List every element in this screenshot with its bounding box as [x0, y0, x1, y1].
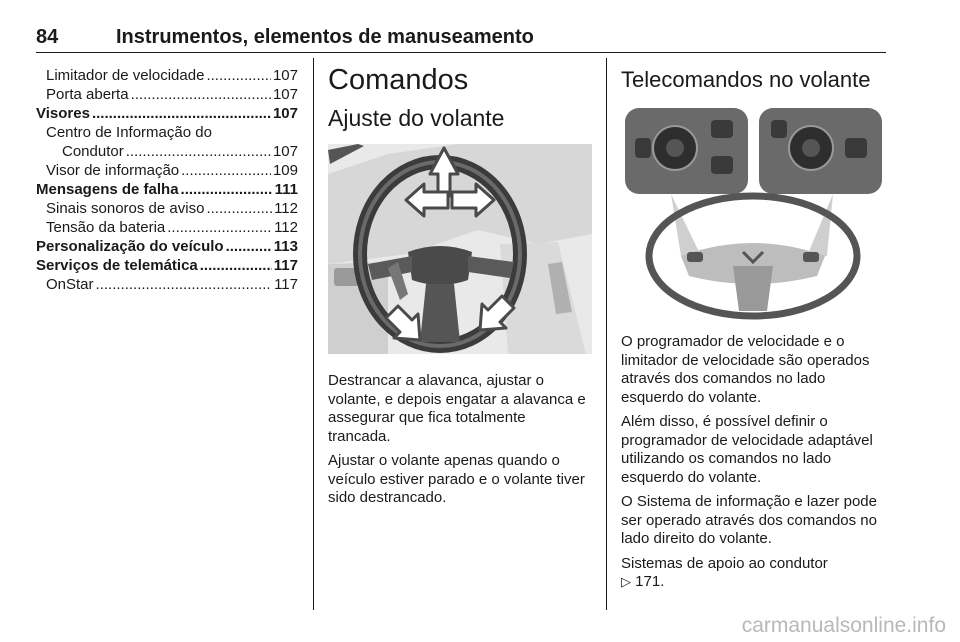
- toc-entry-page: 109: [272, 162, 298, 179]
- toc-leader-dots: [226, 237, 272, 256]
- toc-entry-page: 107: [272, 67, 298, 84]
- page-header: [36, 26, 886, 53]
- toc-entry-page: 117: [273, 257, 298, 274]
- toc-entry[interactable]: [36, 180, 298, 199]
- chapter-title: Instrumentos, elementos de manuseamento: [116, 26, 534, 48]
- section-steering-remote-controls: [621, 62, 886, 599]
- toc-entry-label: Sinais sonoros de aviso: [46, 200, 205, 217]
- toc-entry[interactable]: [36, 123, 298, 142]
- toc-entry-label: Centro de Informação do: [46, 124, 212, 141]
- toc-leader-dots: [206, 199, 272, 218]
- toc-entry-label: Porta aberta: [46, 86, 129, 103]
- toc-entry[interactable]: [36, 104, 298, 123]
- paragraph: O programador de velocidade e o limitador de velocidade são operados através dos comandos no lado esquerdo do volante.: [621, 333, 870, 406]
- steering-wheel-controls-illustration: [621, 106, 886, 321]
- toc-leader-dots: [131, 85, 271, 104]
- toc-entry[interactable]: [36, 256, 298, 275]
- section-title: Comandos: [328, 64, 469, 96]
- toc-entry[interactable]: [36, 85, 298, 104]
- paragraph: Além disso, é possível definir o programador de velocidade adaptável utilizando os comandos no lado esquerdo do volante.: [621, 413, 873, 486]
- toc-entry-page: 107: [272, 86, 298, 103]
- toc-entry[interactable]: [36, 161, 298, 180]
- toc-leader-dots: [96, 275, 273, 294]
- toc-leader-dots: [206, 66, 271, 85]
- toc-entry-page: 112: [274, 200, 298, 217]
- section-steering-adjustment: [328, 62, 592, 514]
- toc-entry[interactable]: [36, 275, 298, 294]
- watermark: carmanualsonline.info: [741, 614, 946, 637]
- toc-entry-label: Serviços de telemática: [36, 257, 198, 274]
- toc-entry-label: Mensagens de falha: [36, 181, 179, 198]
- toc-entry-label: Condutor: [62, 143, 124, 160]
- table-of-contents: [36, 66, 298, 294]
- toc-leader-dots: [167, 218, 272, 237]
- steering-adjustment-illustration: [328, 144, 592, 362]
- subsection-title: Ajuste do volante: [328, 105, 505, 131]
- toc-leader-dots: [126, 142, 271, 161]
- page-number: 84: [36, 26, 59, 48]
- toc-entry[interactable]: [36, 237, 298, 256]
- toc-entry[interactable]: [36, 199, 298, 218]
- toc-entry-page: 113: [273, 238, 298, 255]
- cross-reference-text: Sistemas de apoio ao condutor: [621, 554, 828, 572]
- toc-entry-page: 112: [274, 219, 298, 236]
- toc-entry-page: 107: [272, 105, 298, 122]
- toc-leader-dots: [92, 104, 271, 123]
- paragraph: Ajustar o volante apenas quando o veículo estiver parado e o volante tiver sido destrancado.: [328, 452, 585, 506]
- cross-reference-page[interactable]: 171.: [635, 573, 665, 590]
- toc-entry-label: Limitador de velocidade: [46, 67, 205, 84]
- column-divider: [606, 58, 607, 610]
- toc-entry-label: Visor de informação: [46, 162, 180, 179]
- toc-leader-dots: [181, 161, 271, 180]
- arrow-ref-icon: ▷: [621, 575, 631, 590]
- section-title: Telecomandos no volante: [621, 67, 871, 92]
- paragraph: O Sistema de informação e lazer pode ser operado através dos comandos no lado direito do volante.: [621, 493, 877, 547]
- toc-entry-page: 117: [274, 276, 298, 293]
- toc-entry-label: OnStar: [46, 276, 94, 293]
- toc-leader-dots: [181, 180, 273, 199]
- toc-entry-label: Tensão da bateria: [46, 219, 166, 236]
- paragraph: Destrancar a alavanca, ajustar o volante, e depois engatar a alavanca e assegurar que fica totalmente trancada.: [328, 372, 586, 445]
- toc-leader-dots: [200, 256, 272, 275]
- toc-entry[interactable]: [36, 66, 298, 85]
- toc-entry-page: 107: [272, 143, 298, 160]
- paragraph: [621, 555, 886, 593]
- toc-entry[interactable]: [36, 142, 298, 161]
- column-divider: [313, 58, 314, 610]
- toc-entry-page: 111: [274, 181, 298, 198]
- toc-entry-label: Personalização do veículo: [36, 238, 224, 255]
- toc-entry-label: Visores: [36, 105, 90, 122]
- toc-entry[interactable]: [36, 218, 298, 237]
